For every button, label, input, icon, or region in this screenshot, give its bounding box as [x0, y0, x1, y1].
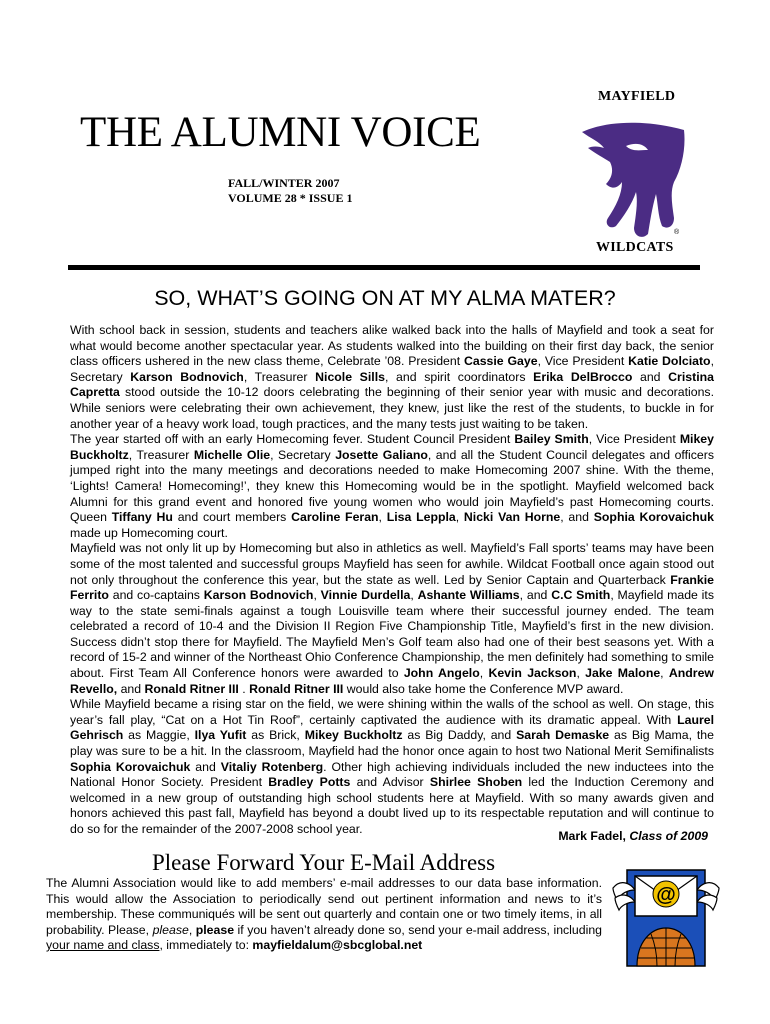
bold-name: Vitaliy Rotenberg — [220, 759, 324, 774]
text-run: , — [188, 922, 196, 937]
bold-name: Cassie Gaye — [463, 354, 538, 369]
text-run: , Treasurer — [243, 369, 316, 384]
email-section-heading: Please Forward Your E-Mail Address — [152, 850, 496, 875]
bold-name: Jake Malone — [585, 666, 661, 681]
text-run: as Maggie, — [123, 728, 195, 743]
text-run: , — [576, 666, 586, 681]
article-headline: SO, WHAT’S GOING ON AT MY ALMA MATER? — [154, 286, 616, 310]
bold-name: Vinnie Durdella — [320, 588, 411, 603]
article-paragraph — [70, 432, 714, 541]
text-run: and — [632, 369, 669, 384]
issue-info — [228, 176, 352, 206]
bold-name: Nicki Van Horne — [463, 510, 561, 525]
author-name: Mark Fadel, — [558, 829, 630, 843]
newsletter-title: THE ALUMNI VOICE — [80, 109, 481, 156]
text-run: The year started off with an early Homecoming fever. Student Council President — [70, 432, 515, 447]
bold-name: Josette Galiano — [335, 447, 428, 462]
registered-mark: ® — [674, 229, 680, 236]
text-run: if you haven’t already done so, send your e-mail address, including — [234, 922, 603, 937]
bold-name: Bradley Potts — [268, 775, 351, 790]
text-run: stood outside the 10-12 doors celebrating the beginning of their senior year with music and decorations. While seniors were celebrating their own achievement, they knew, just like the rest of the students, to buckle in for another year of a heavy work load, tough practices, and the many tests just waiting to be taken. — [70, 385, 714, 431]
article-paragraph — [70, 541, 714, 697]
text-run: , and all the Student Council delegates and officers jumped right into the many meetings and decorations needed to make Homecoming 2007 shine. With the theme, ‘Lights! Camera! Homecoming!’, they knew this Homecoming would be in the spotlight. Mayfield welcomed back Alumni for this grand event and honored five young women who would join Mayfield’s past Homecoming courts. Queen — [70, 447, 714, 525]
bold-name: Sarah Demaske — [516, 728, 610, 743]
article-paragraph — [70, 697, 714, 837]
bold-name: Bailey Smith — [514, 432, 589, 447]
at-symbol: @ — [656, 884, 676, 906]
bold-name: please — [195, 922, 235, 937]
text-run: would also take home the Conference MVP award. — [343, 681, 624, 696]
text-run: , Treasurer — [128, 447, 194, 462]
text-run: , and — [519, 588, 552, 603]
text-run: and court members — [172, 510, 292, 525]
text-run: and co-captains — [108, 588, 204, 603]
text-run: , — [313, 588, 321, 603]
text-run: , Vice President — [588, 432, 680, 447]
author-class: Class of 2009 — [629, 829, 708, 843]
text-run: and Advisor — [350, 775, 430, 790]
text-run: , — [378, 510, 387, 525]
bold-name: Ilya Yufit — [194, 728, 247, 743]
underlined-text: your name and class — [46, 938, 160, 953]
bold-name: mayfieldalum@sbcglobal.net — [252, 938, 423, 953]
text-run: and — [190, 759, 221, 774]
article-author — [558, 829, 708, 843]
bold-name: Andrew Revello, — [70, 666, 714, 696]
bold-name: Laurel Gehrisch — [70, 712, 714, 743]
text-run: , and — [560, 510, 594, 525]
text-run: led the Induction Ceremony and welcomed in a new group of outstanding high school students here at Mayfield. With so many awards given and honors achieved this past fall, Mayfield has beyond a doubt lived up to its respectable reputation and will continue to do so for the remainder of the 2007-2008 school year. — [70, 775, 714, 836]
text-run: , Secretary — [270, 447, 336, 462]
bold-name: Kevin Jackson — [488, 666, 577, 681]
bold-name: Michelle Olie — [193, 447, 271, 462]
school-name-bottom: WILDCATS — [596, 240, 674, 255]
text-run: . — [238, 681, 250, 696]
bold-name: Cristina Capretta — [70, 369, 714, 400]
text-run: . Other high achieving individuals included the new inductees into the National Honor Society. President — [70, 759, 714, 790]
bold-name: Shirlee Shoben — [429, 775, 523, 790]
italic-text: please — [152, 922, 189, 937]
bold-name: C.C Smith — [551, 588, 611, 603]
text-run: and — [117, 681, 145, 696]
bold-name: Erika DelBrocco — [533, 369, 633, 384]
text-run: made up Homecoming court. — [70, 525, 228, 540]
text-run: , — [660, 666, 669, 681]
bold-name: Frankie Ferrito — [70, 572, 714, 603]
text-run: Mayfield was not only lit up by Homecoming but also in athletics as well. Mayfield’s Fall sports’ teams may have been some of the most talented and successful groups Mayfield has seen for awhile. Wildcat Football once again stood out not only throughout the conference this year, but the state as well. Led by Senior Captain and Quarterback — [70, 541, 714, 587]
text-run: , Vice President — [537, 354, 629, 369]
text-run: , immediately to: — [159, 938, 253, 953]
text-run: With school back in session, students and teachers alike walked back into the halls of Mayfield and took a seat for what would become another spectacular year. As students walked into the building on their first day back, the senior class officers ushered in the new class theme, Celebrate ’08. President — [70, 323, 714, 369]
text-run: , — [455, 510, 464, 525]
bold-name: Ronald Ritner III — [144, 681, 239, 696]
text-run: as Brick, — [246, 728, 305, 743]
bold-name: John Angelo — [403, 666, 480, 681]
bold-name: Ashante Williams — [417, 588, 520, 603]
text-run: The Alumni Association would like to add members’ e-mail addresses to our data base information. This would allow the Association to periodically send out pertinent information and news to it’s membership. These communiqués will be sent out quarterly and contain one or two timely items, in all probability. Please, — [46, 876, 602, 937]
bold-name: Ronald Ritner III — [249, 681, 344, 696]
header-divider — [68, 265, 700, 270]
bold-name: Caroline Feran — [291, 510, 379, 525]
text-run: , — [479, 666, 489, 681]
email-section-body — [46, 876, 602, 954]
school-name-top: MAYFIELD — [598, 89, 676, 104]
issue-volume: VOLUME 28 * ISSUE 1 — [228, 191, 353, 205]
bold-name: Karson Bodnovich — [130, 369, 244, 384]
text-run: , — [410, 588, 418, 603]
text-run: , and spirit coordinators — [384, 369, 534, 384]
bold-name: Karson Bodnovich — [203, 588, 314, 603]
text-run: as Big Daddy, and — [402, 728, 517, 743]
text-run: While Mayfield became a rising star on the field, we were shining within the walls of the school as well. On stage, this year’s fall play, “Cat on a Hot Tin Roof”, certainly captivated the audience with its dramatic appeal. With — [70, 697, 714, 727]
bold-name: Tiffany Hu — [111, 510, 173, 525]
email-section-paragraph — [46, 876, 602, 954]
bold-name: Mikey Buckholtz — [70, 432, 714, 462]
email-envelope-icon — [611, 868, 721, 968]
text-run: , Mayfield made its way to the state semi-finals against a tough Louisville team where their successful journey ended. The team celebrated a record of 10-4 and the Division II Region Five Championship Title, Mayfield’s first in the new division. Success didn’t stop there for Mayfield. The Mayfield Men’s Golf team also had one of their best seasons yet. With a record of 15-2 and winner of the Northeast Ohio Conference Championship, the men definitely had something to smile about. First Team All Conference honors were awarded to — [70, 588, 714, 681]
wildcat-logo-icon — [578, 118, 688, 240]
bold-name: Lisa Leppla — [386, 510, 456, 525]
article-paragraph — [70, 323, 714, 432]
article-body — [70, 323, 714, 838]
bold-name: Katie Dolciato — [628, 354, 711, 369]
text-run: as Big Mama, the play was sure to be a hit. In the classroom, Mayfield had the honor once again to host two National Merit Semifinalists — [70, 728, 714, 759]
issue-season: FALL/WINTER 2007 — [228, 176, 340, 190]
text-run: , Secretary — [70, 354, 714, 384]
bold-name: Nicole Sills — [315, 369, 385, 384]
bold-name: Sophia Korovaichuk — [593, 510, 714, 525]
bold-name: Sophia Korovaichuk — [70, 759, 191, 774]
bold-name: Mikey Buckholtz — [304, 728, 403, 743]
